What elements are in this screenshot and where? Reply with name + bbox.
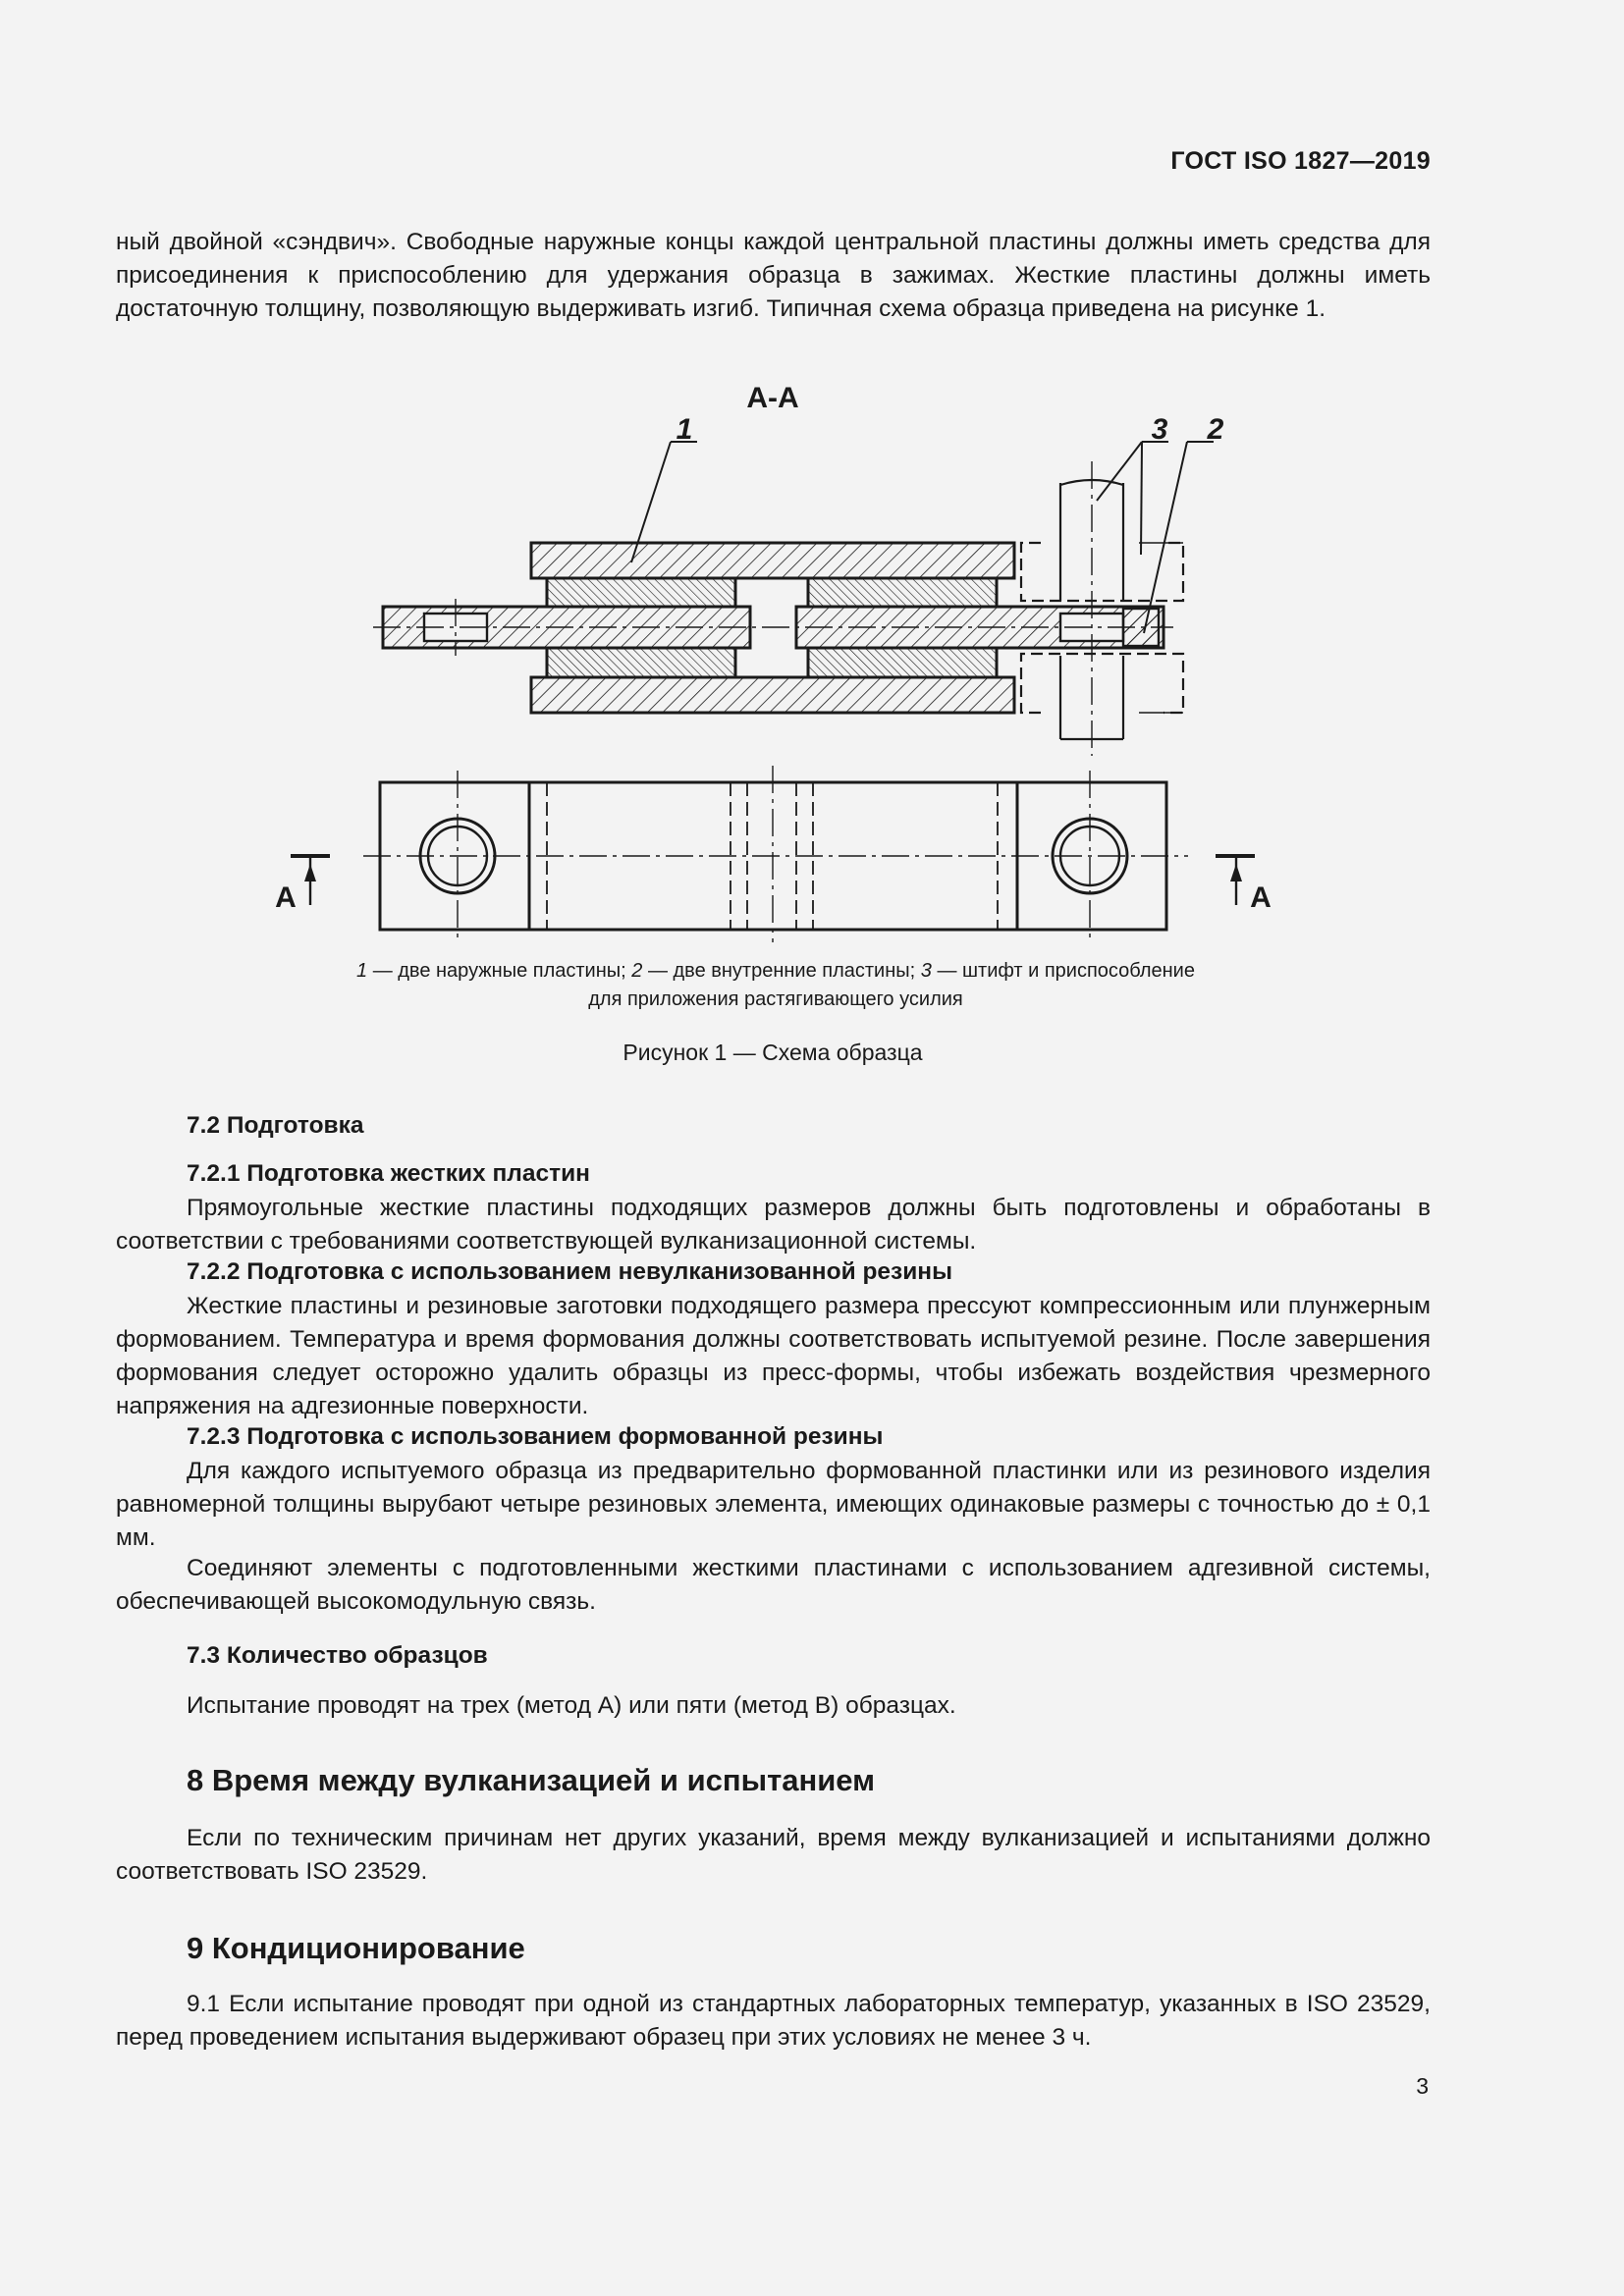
cut-label-left: А bbox=[275, 881, 297, 914]
page-number: 3 bbox=[1416, 2073, 1429, 2099]
figure-caption: Рисунок 1 — Схема образца bbox=[623, 1040, 923, 1065]
legend-line-2: для приложения растягивающего усилия bbox=[588, 988, 963, 1010]
cut-label-right: А bbox=[1250, 881, 1272, 914]
callout-3: 3 bbox=[1151, 413, 1168, 446]
intro-paragraph: ный двойной «сэндвич». Свободные наружные концы каждой центральной пластины должны иметь средства для присоединения к приспособлению для удержания образца в зажимах. Жесткие пластины должны иметь достаточную толщину, позволяющую выдерживать изгиб. Типичная схема образца приведена на рисунке 1. bbox=[116, 229, 1431, 322]
document-header: ГОСТ ISO 1827—2019 bbox=[1170, 147, 1431, 175]
plan-view bbox=[363, 766, 1188, 942]
rubber-element-top-left bbox=[547, 578, 735, 607]
section-label: А-А bbox=[746, 382, 799, 414]
paragraph-7-2-1: Прямоугольные жесткие пластины подходящих размеров должны быть подготовлены и обработаны в соответствии с требованиями соответствующей вулканизационной системы. bbox=[116, 1195, 1431, 1255]
paragraph-7-3: Испытание проводят на трех (метод А) или пяти (метод В) образцах. bbox=[187, 1692, 956, 1719]
paragraph-7-2-2: Жесткие пластины и резиновые заготовки подходящего размера прессуют компрессионным или плунжерным формованием. Температура и время формования должны соответствовать испытуемой резине. После завершения формования следует осторожно удалить образцы из пресс-формы, чтобы избежать воздействия чрезмерного напряжения на адгезионные поверхности. bbox=[116, 1293, 1431, 1419]
rubber-element-top-right bbox=[808, 578, 997, 607]
paragraph-7-2-3-a: Для каждого испытуемого образца из предварительно формованной пластинки или из резинового изделия равномерной толщины вырубают четыре резиновых элемента, имеющих одинаковые размеры с точностью до ± 0,1 мм. bbox=[116, 1458, 1431, 1551]
heading-7-2: 7.2 Подготовка bbox=[187, 1112, 364, 1139]
paragraph-9-1: 9.1 Если испытание проводят при одной из стандартных лабораторных температур, указанных в ISO 23529, перед проведением испытания выдерживают образец при этих условиях не менее 3 ч. bbox=[116, 1991, 1431, 2051]
heading-7-2-1: 7.2.1 Подготовка жестких пластин bbox=[187, 1160, 590, 1187]
callout-1: 1 bbox=[676, 413, 693, 446]
outer-plate-bottom bbox=[531, 677, 1014, 713]
heading-8: 8 Время между вулканизацией и испытанием bbox=[187, 1763, 876, 1797]
heading-7-2-3: 7.2.3 Подготовка с использованием формованной резины bbox=[187, 1423, 884, 1450]
rubber-element-bottom-right bbox=[808, 648, 997, 677]
heading-9: 9 Кондиционирование bbox=[187, 1931, 525, 1965]
figure-1-diagram bbox=[0, 365, 1624, 954]
outer-plate-top bbox=[531, 543, 1014, 578]
paragraph-8: Если по техническим причинам нет других указаний, время между вулканизацией и испытаниями должно соответствовать ISO 23529. bbox=[116, 1825, 1431, 1885]
paragraph-7-2-3-b: Соединяют элементы с подготовленными жесткими пластинами с использованием адгезивной системы, обеспечивающей высокомодульную связь. bbox=[116, 1555, 1431, 1615]
rubber-element-bottom-left bbox=[547, 648, 735, 677]
legend-line-1: 1 — две наружные пластины; 2 — две внутренние пластины; 3 — штифт и приспособление bbox=[356, 960, 1195, 982]
heading-7-3: 7.3 Количество образцов bbox=[187, 1642, 488, 1669]
heading-7-2-2: 7.2.2 Подготовка с использованием невулканизованной резины bbox=[187, 1258, 952, 1285]
figure-legend bbox=[245, 957, 1306, 1014]
callout-2: 2 bbox=[1207, 413, 1224, 446]
